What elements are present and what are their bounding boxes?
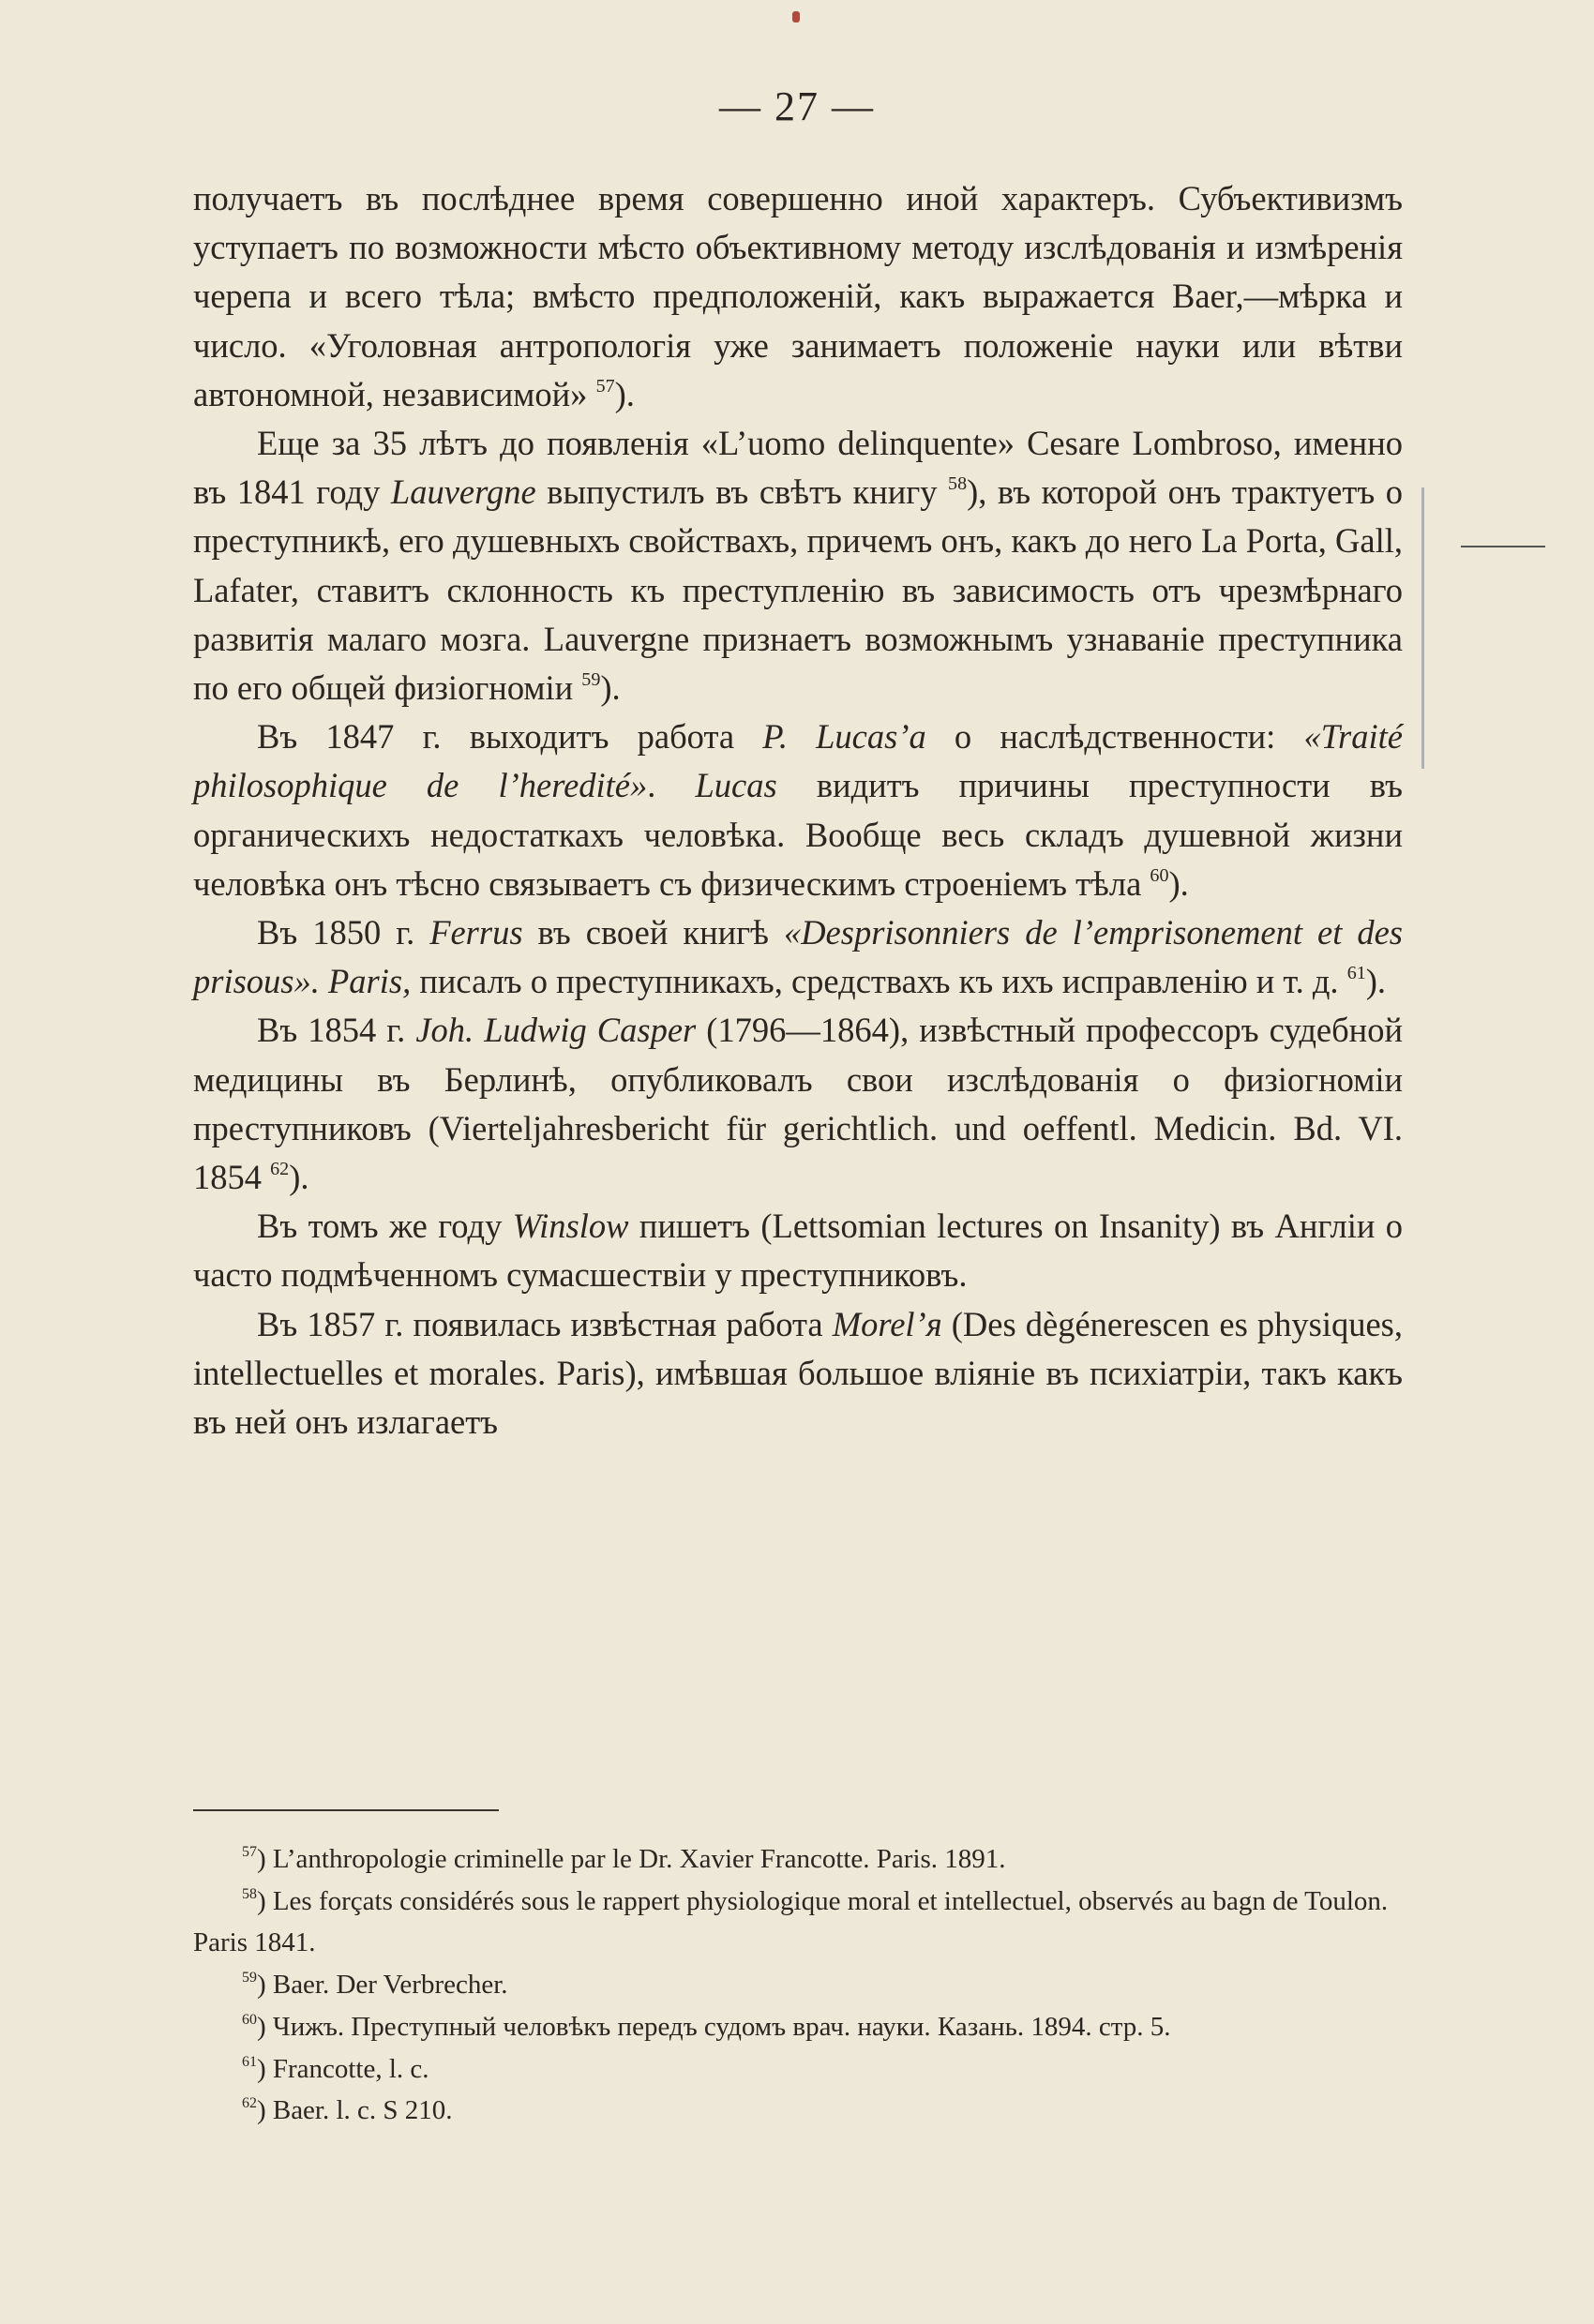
main-text	[193, 174, 1403, 1447]
footnote-number: 58	[242, 1885, 257, 1902]
footnote-number: 60	[242, 2011, 257, 2028]
italic-run: Lauvergne	[390, 472, 536, 512]
footnote-ref: 60	[1150, 864, 1169, 886]
paragraph	[193, 1202, 1403, 1299]
footnote-text: ) Les forçats considérés sous le rappert physiologique moral et intellectuel, observés au bagn de Toulon. Paris 1841.	[193, 1885, 1389, 1958]
italic-run: Lucas	[695, 766, 777, 805]
footnote	[193, 2048, 1403, 2091]
footnotes	[193, 1838, 1403, 2132]
text-run: Въ 1847 г. выходитъ работа	[257, 717, 763, 757]
footnote-number: 61	[242, 2053, 257, 2070]
paragraph	[193, 1300, 1403, 1447]
text-run: Въ 1850 г.	[257, 913, 430, 952]
footnote-ref: 58	[948, 473, 968, 495]
footnote-text: ) Baer. Der Verbrecher.	[256, 1970, 508, 2001]
text-run: Въ 1854 г.	[257, 1011, 416, 1050]
page-number: — 27 —	[719, 83, 875, 129]
text-run: видитъ причины преступности въ органическихъ недостаткахъ человѣка. Вообще весь складъ душевной жизни человѣка онъ тѣсно связываетъ съ физическимъ строеніемъ тѣла	[193, 766, 1404, 903]
text-run: ), въ которой онъ трактуетъ о преступникѣ, его душевныхъ свойствахъ, причемъ онъ, какъ до него La Porta, Gall, Lafater, ставитъ склонность къ преступленію въ зависимость отъ чрезмѣрнаго развитія малаго мозга. Lauvergne признаетъ возможнымъ узнаваніе преступника по его общей физіогноміи	[193, 472, 1403, 708]
footnote-text: ) L’anthropologie criminelle par le Dr. Xavier Francotte. Paris. 1891.	[256, 1844, 1006, 1874]
italic-run: Morel’я	[832, 1304, 942, 1343]
text-run: ).	[600, 668, 621, 708]
footnote	[193, 1881, 1403, 1964]
text-run: ).	[1168, 863, 1189, 903]
paragraph	[193, 419, 1403, 712]
footnote-text: ) Baer. l. c. S 210.	[256, 2095, 453, 2126]
text-run: писалъ о преступникахъ, средствахъ къ ихъ исправленію и т. д.	[411, 962, 1347, 1001]
footnote-number: 59	[242, 1970, 257, 1987]
footnote	[193, 2006, 1403, 2048]
paragraph	[193, 908, 1403, 1006]
margin-pencil-mark	[1461, 546, 1545, 547]
margin-bar	[1421, 487, 1424, 769]
footnote-ref: 62	[270, 1159, 290, 1180]
text-run: ).	[614, 374, 635, 413]
text-run: Въ 1857 г. появилась извѣстная работа	[257, 1304, 833, 1343]
text-run: (Des dègénerescen es physiques, intellectuelles et morales. Paris), имѣвшая большое вліяніе въ психіатріи, такъ какъ въ ней онъ излагаетъ	[193, 1304, 1404, 1442]
footnote-number: 57	[242, 1844, 257, 1861]
text-run: выпустилъ въ свѣтъ книгу	[535, 472, 949, 512]
footnote	[193, 1838, 1403, 1881]
ink-mark	[792, 11, 800, 22]
footnote-number: 62	[242, 2095, 257, 2112]
paragraph	[193, 712, 1403, 908]
footnote-text: ) Чижъ. Преступный человѣкъ передъ судомъ врач. науки. Казань. 1894. стр. 5.	[256, 2011, 1171, 2042]
footnote	[193, 2090, 1403, 2132]
italic-run: P. Lucas’a	[762, 717, 926, 757]
footnote-ref: 61	[1346, 963, 1366, 984]
text-run: (1796—1864), извѣстный профессоръ судебной медицины въ Берлинѣ, опубликовалъ свои изслѣдованія о физіогноміи преступниковъ (Vierteljahresbericht für gerichtlich. und oeffentl. Medicin. Bd. VI. 1854	[193, 1011, 1403, 1197]
footnote-text: ) Francotte, l. c.	[256, 2053, 429, 2084]
text-run: получаетъ въ послѣднее время совершенно иной характеръ. Субъективизмъ уступаетъ по возможности мѣсто объективному методу изслѣдованія и измѣренія черепа и всего тѣла; вмѣсто предположеній, какъ выражается Baer,—мѣрка и число. «Уголовная антропологія уже занимаетъ положеніе науки или вѣтви автономной, независимой»	[193, 179, 1403, 413]
text-run: въ своей книгѣ	[522, 913, 784, 952]
italic-run: Winslow	[512, 1207, 629, 1246]
text-run: .	[647, 766, 696, 805]
footnote-ref: 59	[581, 668, 601, 690]
italic-run: Joh. Ludwig Casper	[415, 1011, 697, 1050]
text-run: ).	[289, 1158, 309, 1197]
text-run: ).	[1365, 962, 1387, 1001]
italic-run: Ferrus	[429, 913, 523, 952]
paragraph	[193, 1006, 1403, 1202]
footnote-rule	[193, 1809, 499, 1811]
text-run: Въ томъ же году	[257, 1207, 513, 1246]
text-run: пишетъ (Lettsomian lectures on Insanity) въ Англіи о часто подмѣченномъ сумасшествіи у преступниковъ.	[193, 1207, 1404, 1295]
footnote-ref: 57	[595, 375, 615, 397]
paragraph	[193, 174, 1403, 419]
text-run: о наслѣдственности:	[925, 717, 1304, 757]
italic-run: «Traité philosophique de l’heredité»	[193, 717, 1403, 805]
footnote	[193, 1964, 1403, 2006]
italic-run: «Desprisonniers de l’emprisonement et des prisous». Paris,	[193, 913, 1403, 1001]
text-run: Еще за 35 лѣтъ до появленія «L’uomo delinquente» Cesare Lombroso, именно въ 1841 году	[193, 424, 1403, 512]
